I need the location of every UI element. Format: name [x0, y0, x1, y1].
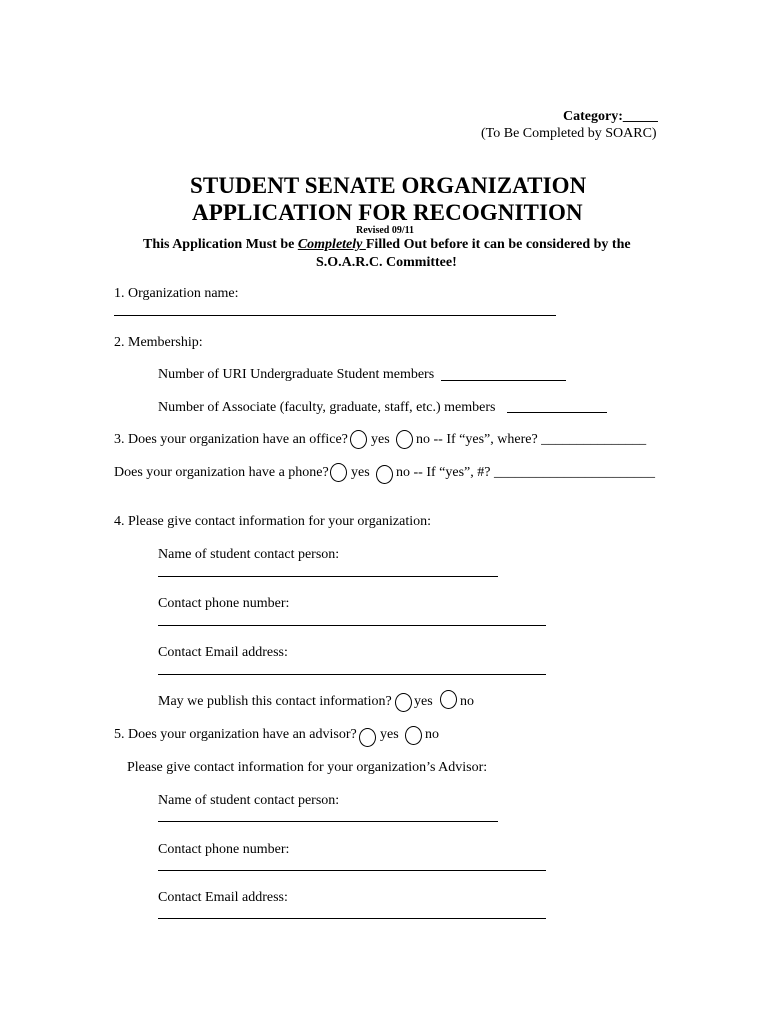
advisor-intro: Please give contact information for your organization’s Advisor:: [127, 760, 488, 775]
contact-email-label: Contact Email address:: [158, 645, 288, 660]
advisor-yes-label: yes: [380, 727, 399, 742]
advisor-yes-radio[interactable]: [359, 728, 376, 747]
advisor-email-field[interactable]: [158, 918, 546, 919]
phone-no-label: no -- If “yes”, #? _______________________: [396, 465, 655, 480]
advisor-no-radio[interactable]: [405, 726, 422, 745]
contact-phone-label: Contact phone number:: [158, 596, 290, 611]
phone-question: Does your organization have a phone?: [114, 465, 329, 480]
advisor-email-label: Contact Email address:: [158, 890, 288, 905]
q1-label: 1. Organization name:: [114, 286, 239, 301]
publish-question: May we publish this contact information?: [158, 694, 392, 709]
contact-phone-field[interactable]: [158, 625, 546, 626]
publish-yes-label: yes: [414, 694, 433, 709]
office-no-label: no -- If “yes”, where? _______________: [416, 432, 647, 447]
instruction-emphasis: Completely: [297, 237, 366, 252]
instruction-pre: This Application Must be: [143, 237, 298, 252]
associate-members-label: Number of Associate (faculty, graduate, staff, etc.) members: [158, 400, 496, 415]
undergrad-members-field[interactable]: [441, 380, 566, 381]
publish-yes-radio[interactable]: [395, 693, 412, 712]
contact-email-field[interactable]: [158, 674, 546, 675]
contact-name-field[interactable]: [158, 576, 498, 577]
phone-no-radio[interactable]: [376, 465, 393, 484]
organization-name-field[interactable]: [114, 315, 556, 316]
advisor-name-field[interactable]: [158, 821, 498, 822]
office-yes-radio[interactable]: [350, 430, 367, 449]
q2-label: 2. Membership:: [114, 335, 203, 350]
contact-name-label: Name of student contact person:: [158, 547, 340, 562]
phone-yes-radio[interactable]: [330, 463, 347, 482]
revised-date: Revised 09/11: [356, 225, 415, 236]
category-note: (To Be Completed by SOARC): [481, 126, 657, 141]
instruction-post: Filled Out before it can be considered by the: [365, 237, 631, 252]
office-yes-label: yes: [371, 432, 390, 447]
advisor-phone-label: Contact phone number:: [158, 842, 290, 857]
title-line-1: STUDENT SENATE ORGANIZATION: [190, 173, 587, 198]
associate-members-field[interactable]: [507, 412, 607, 413]
phone-yes-label: yes: [351, 465, 370, 480]
instruction-line-1: [143, 238, 631, 252]
advisor-no-label: no: [425, 727, 439, 742]
instruction-line-2: S.O.A.R.C. Committee!: [316, 255, 457, 270]
office-question: 3. Does your organization have an office?: [114, 432, 348, 447]
advisor-name-label: Name of student contact person:: [158, 793, 340, 808]
title-line-2: APPLICATION FOR RECOGNITION: [192, 200, 583, 225]
office-no-radio[interactable]: [396, 430, 413, 449]
advisor-question: 5. Does your organization have an advisor?: [114, 727, 357, 742]
category-label: Category:_____: [563, 109, 658, 124]
undergrad-members-label: Number of URI Undergraduate Student members: [158, 367, 435, 382]
publish-no-label: no: [460, 694, 474, 709]
publish-no-radio[interactable]: [440, 690, 457, 709]
advisor-phone-field[interactable]: [158, 870, 546, 871]
q4-label: 4. Please give contact information for your organization:: [114, 514, 431, 529]
